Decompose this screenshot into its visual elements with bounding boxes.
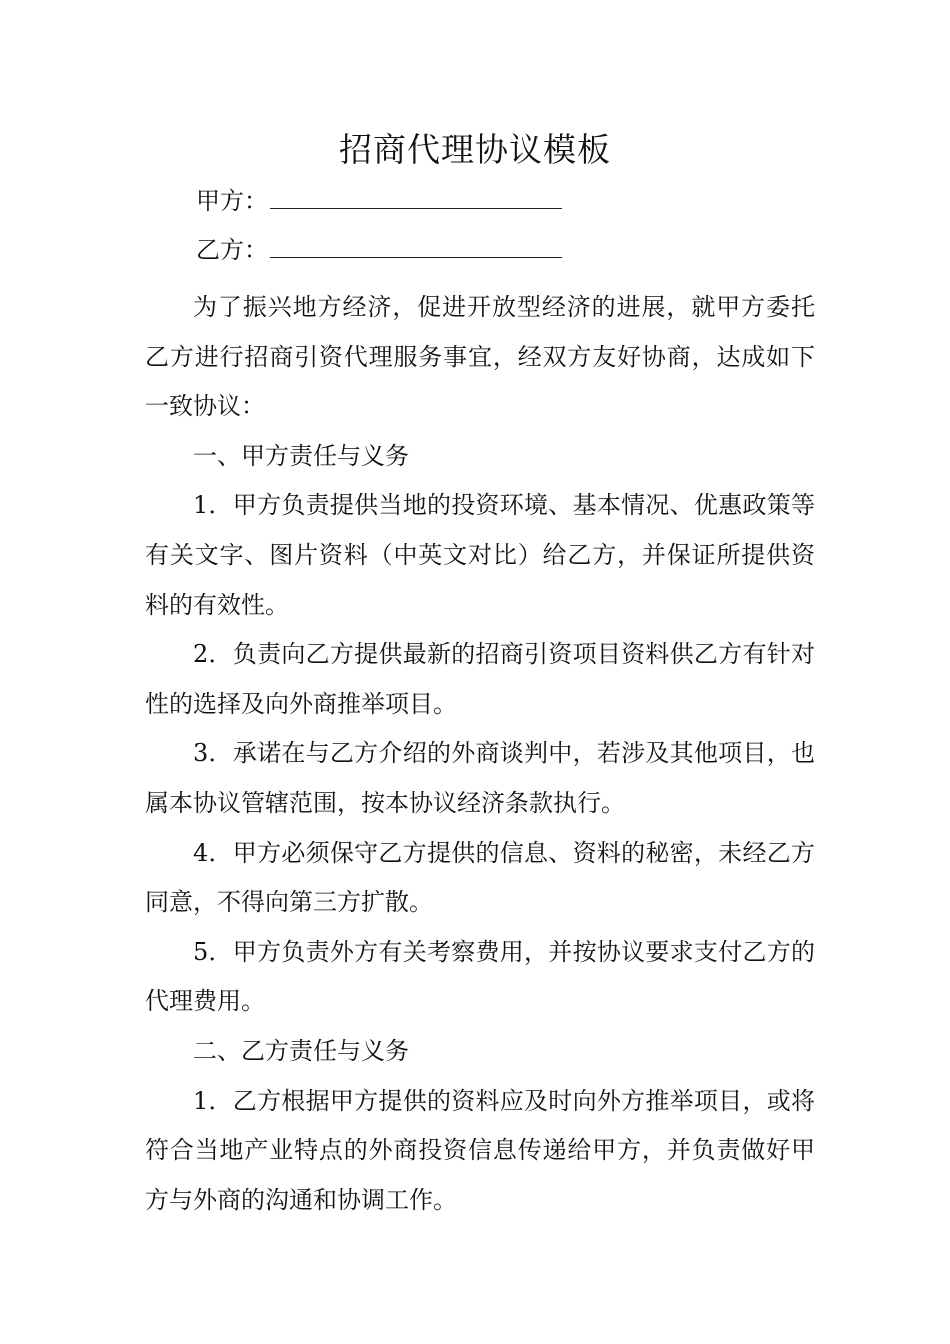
party-a-label: 甲方： [196,187,268,215]
document-body [145,283,815,1225]
section-heading-party-a: 一、甲方责任与义务 [193,441,409,470]
party-b-label: 乙方： [196,236,268,264]
party-a-line [196,184,562,218]
clause-a-5: 5．甲方负责外方有关考察费用，并按协议要求支付乙方的代理费用。 [145,937,815,1016]
section-heading-party-b: 二、乙方责任与义务 [193,1036,409,1065]
clause-a-1: 1．甲方负责提供当地的投资环境、基本情况、优惠政策等有关文字、图片资料（中英文对比）给乙方，并保证所提供资料的有效性。 [145,491,815,619]
party-b-line [196,233,562,267]
clause-b-1: 1．乙方根据甲方提供的资料应及时向外方推举项目，或将符合当地产业特点的外商投资信息传递给甲方，并负责做好甲方与外商的沟通和协调工作。 [145,1086,815,1214]
clause-a-2: 2．负责向乙方提供最新的招商引资项目资料供乙方有针对性的选择及向外商推举项目。 [145,640,815,718]
document-title: 招商代理协议模板 [339,130,611,169]
party-a-blank [270,188,562,209]
clause-a-3: 3．承诺在与乙方介绍的外商谈判中，若涉及其他项目，也属本协议管辖范围，按本协议经济条款执行。 [145,739,815,817]
intro-paragraph: 为了振兴地方经济，促进开放型经济的进展，就甲方委托乙方进行招商引资代理服务事宜，经双方友好协商，达成如下一致协议： [145,293,815,421]
party-b-blank [270,237,562,258]
clause-a-4: 4．甲方必须保守乙方提供的信息、资料的秘密，未经乙方同意，不得向第三方扩散。 [145,838,815,917]
